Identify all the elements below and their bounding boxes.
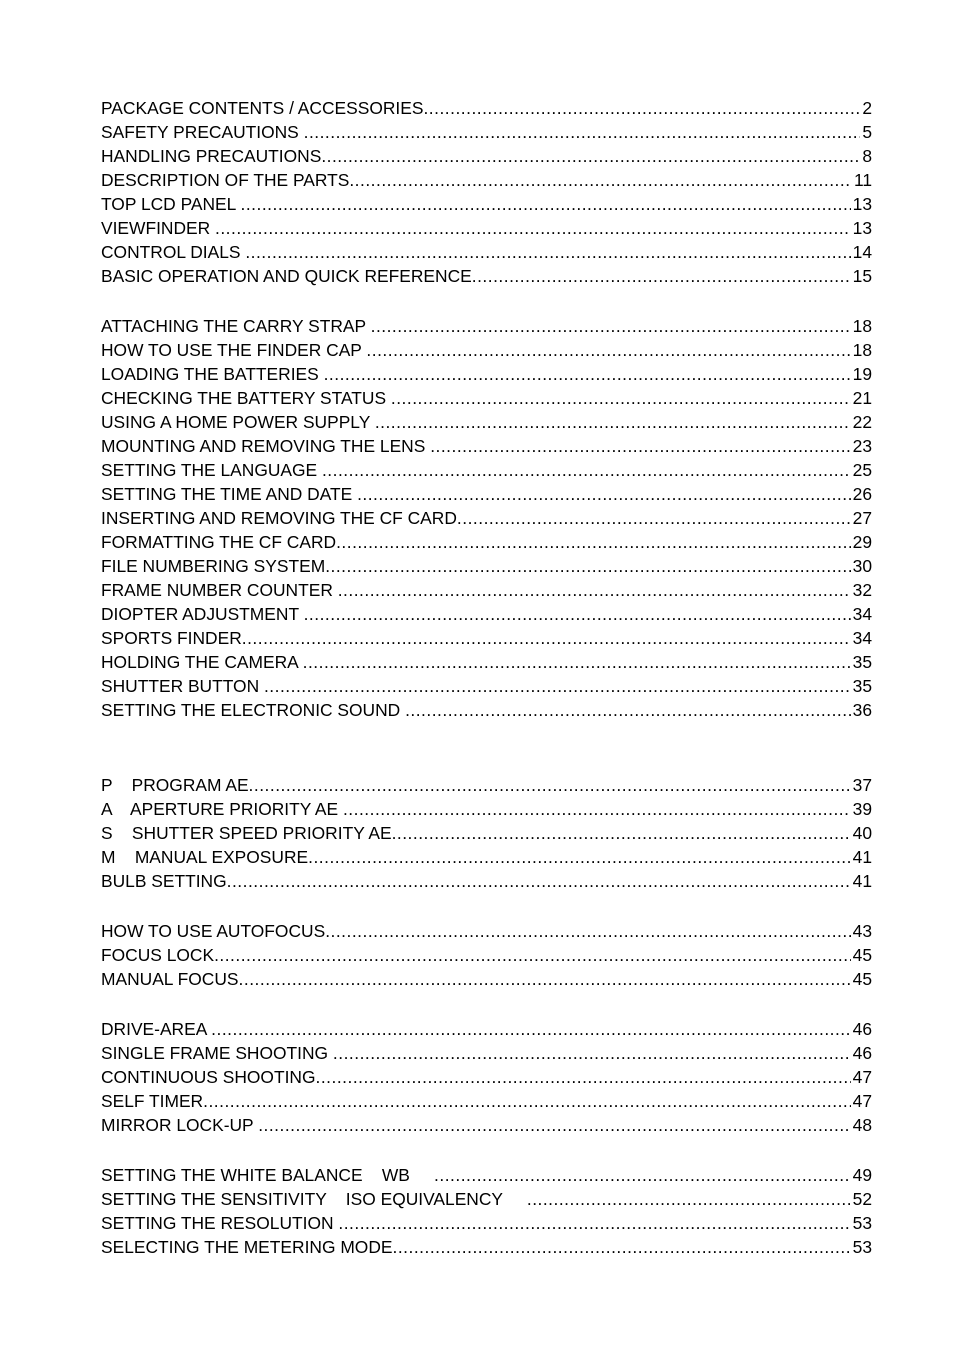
toc-entry-title: FORMATTING THE CF CARD [101,532,337,552]
toc-entry-title: SETTING THE WHITE BALANCE WB [101,1165,435,1185]
toc-entry-title: FOCUS LOCK [101,945,215,965]
toc-entry-page: 30 [852,556,872,576]
toc-entry[interactable] [101,967,872,991]
toc-entry[interactable] [101,458,872,482]
dot-leader [333,1041,851,1065]
toc-entry-title: MANUAL FOCUS [101,969,239,989]
toc-entry-title: LOADING THE BATTERIES [101,364,324,384]
toc-entry-page: 22 [852,412,872,432]
toc-entry-page: 36 [852,700,872,720]
toc-entry-title: SINGLE FRAME SHOOTING [101,1043,333,1063]
toc-entry[interactable] [101,410,872,434]
toc-entry[interactable] [101,1041,872,1065]
dot-leader [211,1017,850,1041]
dot-leader [472,264,851,288]
toc-entry[interactable] [101,554,872,578]
dot-leader [527,1187,851,1211]
toc-entry-page: 21 [852,388,872,408]
toc-entry-page: 11 [853,170,872,190]
dot-leader [322,458,851,482]
dot-leader [343,797,851,821]
dot-leader [392,821,851,845]
toc-entry-title: HOLDING THE CAMERA [101,652,303,672]
dot-leader [245,240,850,264]
dot-leader [214,943,851,967]
toc-entry-title: CONTROL DIALS [101,242,246,262]
toc-entry[interactable] [101,845,872,869]
toc-entry-page: 19 [852,364,872,384]
toc-entry-title: HOW TO USE AUTOFOCUS [101,921,326,941]
toc-entry-title: MIRROR LOCK-UP [101,1115,259,1135]
table-of-contents [101,96,872,1259]
toc-entry[interactable] [101,482,872,506]
toc-entry-title: SETTING THE RESOLUTION [101,1213,339,1233]
dot-leader [391,386,851,410]
toc-entry[interactable] [101,314,872,338]
dot-leader [203,1089,851,1113]
dot-leader [423,96,860,120]
toc-entry-page: 45 [852,969,872,989]
dot-leader [324,362,851,386]
dot-leader [227,869,851,893]
toc-entry[interactable] [101,943,872,967]
dot-leader [249,773,851,797]
toc-entry[interactable] [101,144,872,168]
toc-entry[interactable] [101,168,872,192]
toc-entry-page: 2 [862,98,872,118]
toc-entry[interactable] [101,338,872,362]
toc-group [101,773,872,893]
toc-entry-title: M MANUAL EXPOSURE [101,847,309,867]
toc-entry-page: 15 [852,266,872,286]
toc-entry[interactable] [101,386,872,410]
toc-entry-title: BASIC OPERATION AND QUICK REFERENCE [101,266,472,286]
toc-entry-page: 47 [852,1091,872,1111]
toc-group [101,96,872,288]
dot-leader [338,578,851,602]
toc-entry-title: MOUNTING AND REMOVING THE LENS [101,436,431,456]
dot-leader [258,1113,850,1137]
toc-entry-title: CHECKING THE BATTERY STATUS [101,388,391,408]
toc-entry-title: TOP LCD PANEL [101,194,241,214]
dot-leader [357,482,851,506]
toc-entry[interactable] [101,578,872,602]
toc-entry-page: 49 [852,1165,872,1185]
toc-entry-title: S SHUTTER SPEED PRIORITY AE [101,823,392,843]
dot-leader [264,674,851,698]
toc-entry-title: DRIVE-AREA [101,1019,212,1039]
toc-entry-page: 25 [852,460,872,480]
toc-entry-page: 13 [852,218,872,238]
dot-leader [242,626,851,650]
toc-entry-title: ATTACHING THE CARRY STRAP [101,316,371,336]
toc-entry-title: INSERTING AND REMOVING THE CF CARD [101,508,457,528]
toc-entry[interactable] [101,1235,872,1259]
toc-entry-page: 13 [852,194,872,214]
toc-entry[interactable] [101,869,872,893]
toc-entry-page: 46 [852,1019,872,1039]
dot-leader [325,554,850,578]
dot-leader [304,120,861,144]
toc-entry-title: BULB SETTING [101,871,227,891]
toc-entry-title: FILE NUMBERING SYSTEM [101,556,326,576]
toc-entry-page: 27 [852,508,872,528]
toc-entry-page: 5 [862,122,872,142]
toc-entry[interactable] [101,698,872,722]
toc-entry-title: SETTING THE TIME AND DATE [101,484,358,504]
toc-entry-title: DESCRIPTION OF THE PARTS [101,170,350,190]
toc-entry[interactable] [101,626,872,650]
toc-entry-page: 46 [852,1043,872,1063]
toc-entry[interactable] [101,1065,872,1089]
dot-leader [375,410,851,434]
toc-entry-page: 18 [852,316,872,336]
toc-entry-page: 32 [852,580,872,600]
dot-leader [321,144,860,168]
toc-entry-page: 53 [852,1213,872,1233]
toc-entry[interactable] [101,434,872,458]
toc-entry[interactable] [101,919,872,943]
dot-leader [405,698,851,722]
toc-entry-page: 39 [852,799,872,819]
toc-entry[interactable] [101,1113,872,1137]
toc-entry-title: SETTING THE LANGUAGE [101,460,322,480]
toc-group [101,1163,872,1259]
dot-leader [241,192,851,216]
toc-entry[interactable] [101,96,872,120]
dot-leader [308,845,851,869]
toc-entry-page: 34 [852,604,872,624]
toc-entry[interactable] [101,797,872,821]
toc-entry-page: 35 [852,676,872,696]
toc-entry[interactable] [101,1187,872,1211]
dot-leader [338,1211,850,1235]
toc-entry-page: 41 [852,847,872,867]
toc-entry[interactable] [101,674,872,698]
toc-entry-page: 48 [852,1115,872,1135]
toc-entry-title: A APERTURE PRIORITY AE [101,799,343,819]
toc-entry-page: 18 [852,340,872,360]
toc-entry[interactable] [101,1163,872,1187]
dot-leader [430,434,850,458]
toc-entry[interactable] [101,216,872,240]
dot-leader [349,168,852,192]
toc-entry-page: 41 [852,871,872,891]
toc-entry-title: VIEWFINDER [101,218,216,238]
toc-entry-title: SETTING THE SENSITIVITY ISO EQUIVALENCY [101,1189,527,1209]
toc-entry-title: SAFETY PRECAUTIONS [101,122,304,142]
toc-entry-page: 53 [852,1237,872,1257]
toc-entry-title: SELECTING THE METERING MODE [101,1237,393,1257]
dot-leader [215,216,851,240]
dot-leader [393,1235,851,1259]
toc-entry-title: SELF TIMER [101,1091,204,1111]
toc-entry-title: DIOPTER ADJUSTMENT [101,604,304,624]
dot-leader [336,530,851,554]
dot-leader [457,506,851,530]
toc-entry-page: 43 [852,921,872,941]
toc-entry[interactable] [101,192,872,216]
toc-entry-title: USING A HOME POWER SUPPLY [101,412,375,432]
toc-entry[interactable] [101,602,872,626]
toc-entry-page: 26 [852,484,872,504]
dot-leader [303,650,851,674]
toc-entry-page: 37 [852,775,872,795]
dot-leader [325,919,850,943]
toc-entry[interactable] [101,506,872,530]
dot-leader [304,602,851,626]
toc-entry[interactable] [101,1089,872,1113]
toc-entry[interactable] [101,530,872,554]
toc-entry-title: P PROGRAM AE [101,775,249,795]
toc-entry-page: 23 [852,436,872,456]
toc-entry[interactable] [101,773,872,797]
toc-entry[interactable] [101,650,872,674]
toc-entry-title: PACKAGE CONTENTS / ACCESSORIES [101,98,424,118]
toc-entry-title: CONTINUOUS SHOOTING [101,1067,316,1087]
toc-group [101,1017,872,1137]
toc-group [101,919,872,991]
toc-entry-page: 47 [852,1067,872,1087]
toc-entry-page: 29 [852,532,872,552]
toc-entry[interactable] [101,264,872,288]
dot-leader [239,967,851,991]
dot-leader [434,1163,851,1187]
dot-leader [366,338,850,362]
toc-entry-page: 14 [852,242,872,262]
toc-group [101,314,872,722]
toc-entry-title: SHUTTER BUTTON [101,676,264,696]
toc-entry[interactable] [101,362,872,386]
toc-entry[interactable] [101,120,872,144]
toc-entry[interactable] [101,821,872,845]
toc-entry-title: HANDLING PRECAUTIONS [101,146,322,166]
dot-leader [371,314,851,338]
toc-entry[interactable] [101,1211,872,1235]
toc-entry[interactable] [101,1017,872,1041]
toc-entry-title: SETTING THE ELECTRONIC SOUND [101,700,406,720]
toc-entry-title: SPORTS FINDER [101,628,242,648]
toc-entry-page: 35 [852,652,872,672]
toc-entry[interactable] [101,240,872,264]
toc-entry-page: 45 [852,945,872,965]
toc-entry-page: 40 [852,823,872,843]
toc-entry-title: FRAME NUMBER COUNTER [101,580,338,600]
toc-entry-title: HOW TO USE THE FINDER CAP [101,340,367,360]
toc-entry-page: 8 [862,146,872,166]
toc-entry-page: 34 [852,628,872,648]
toc-entry-page: 52 [852,1189,872,1209]
dot-leader [316,1065,851,1089]
